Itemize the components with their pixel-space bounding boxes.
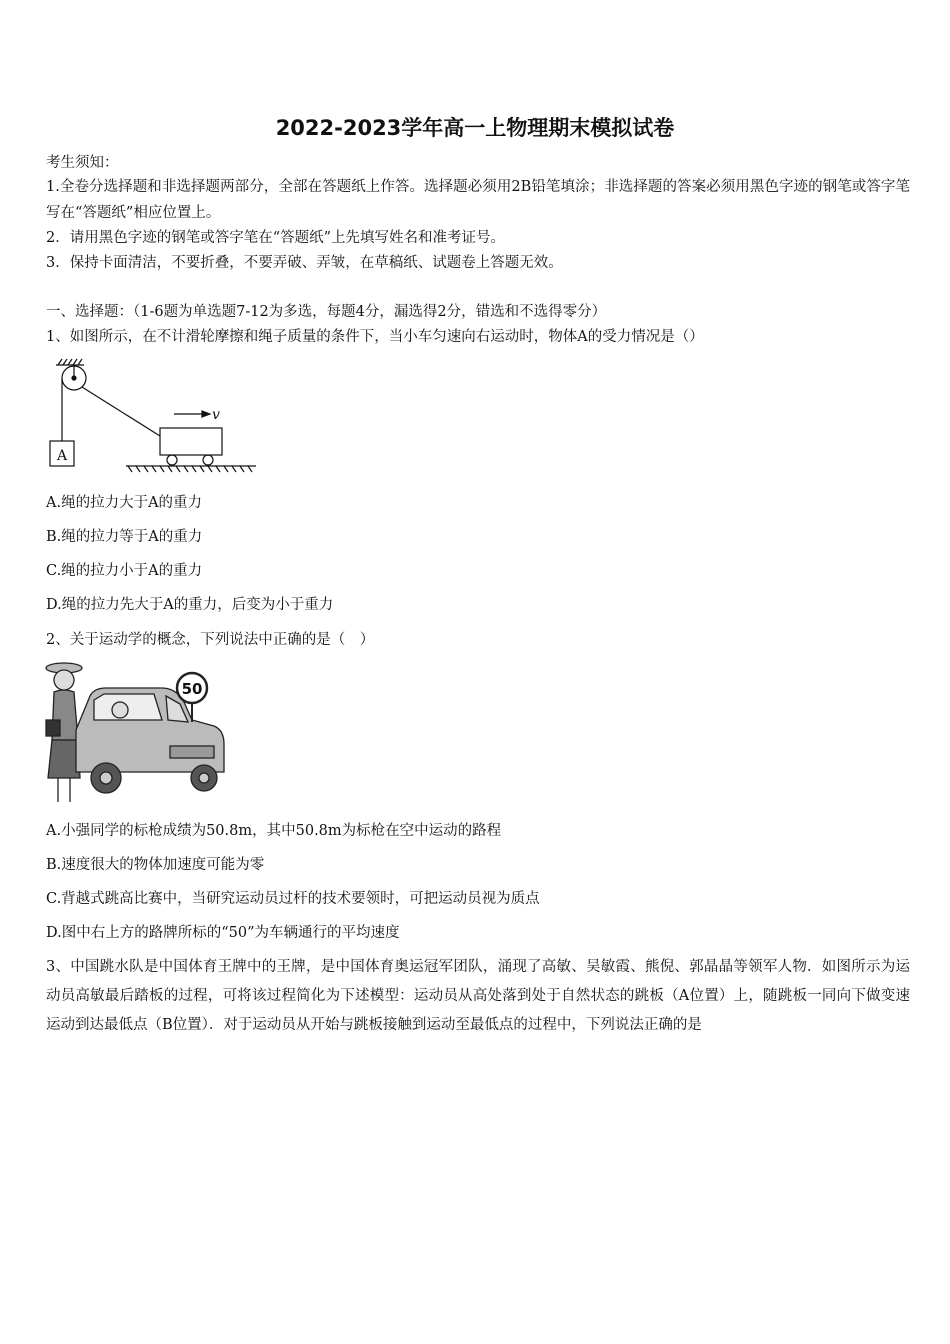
car [76,688,224,793]
section-heading: 一、选择题：（1-6题为单选题7-12为多选，每题4分，漏选得2分，错选和不选得零分） [46,304,607,320]
rope-slanted [82,387,160,436]
q1-option-a: A.绳的拉力大于A的重力 [46,495,203,511]
q1-pulley-cart-figure [44,358,260,476]
block-a-label: A [56,448,68,464]
q2-option-c: C.背越式跳高比赛中，当研究运动员过杆的技术要领时，可把运动员视为质点 [46,891,540,907]
speed-sign-text: 50 [181,680,203,698]
notice-heading: 考生须知： [46,155,119,171]
q2-car-sign-figure [42,660,228,810]
velocity-label: v [212,407,220,423]
q1-option-b: B.绳的拉力等于A的重力 [46,529,203,545]
ground-hatch [128,466,252,472]
q2-option-d: D.图中右上方的路牌所标的“50”为车辆通行的平均速度 [46,925,400,941]
q3-stem: 3、中国跳水队是中国体育王牌中的王牌，是中国体育奥运冠军团队，涌现了高敏、吴敏霞、熊倪、郭晶晶等领军人物．如图所示为运动员高敏最后踏板的过程，可将该过程简化为下述模型：运动员从高处落到处于自然状态的跳板（A位置）上，随跳板一同向下做变速运动到达最低点（B位置）．对于运动员从开始与跳板接触到运动至最低点的过程中，下列说法正确的是 [46,959,910,1033]
ceiling-hatch [58,359,82,365]
cart-wheel-left [167,455,177,465]
cart-wheel-right [203,455,213,465]
pulley-axle [72,376,76,380]
notice-item-1: 1.全卷分选择题和非选择题两部分，全部在答题纸上作答。选择题必须用2B铅笔填涂；非选择题的答案必须用黑色字迹的钢笔或答字笔写在“答题纸”相应位置上。 [46,179,910,221]
q1-option-c: C.绳的拉力小于A的重力 [46,563,203,579]
velocity-arrowhead [202,411,210,417]
q2-stem: 2、关于运动学的概念，下列说法中正确的是（ ） [46,632,375,648]
notice-item-2: 2．请用黑色字迹的钢笔或答字笔在“答题纸”上先填写姓名和准考证号。 [46,230,506,246]
q2-option-a: A.小强同学的标枪成绩为50.8m，其中50.8m为标枪在空中运动的路程 [46,823,502,839]
q1-option-d: D.绳的拉力先大于A的重力，后变为小于重力 [46,597,334,613]
cart-body [160,428,222,455]
page-title: 2022-2023学年高一上物理期末模拟试卷 [275,116,675,140]
notice-item-3: 3．保持卡面清洁，不要折叠，不要弄破、弄皱，在草稿纸、试题卷上答题无效。 [46,255,563,271]
q2-option-b: B.速度很大的物体加速度可能为零 [46,857,265,873]
q1-stem: 1、如图所示，在不计滑轮摩擦和绳子质量的条件下，当小车匀速向右运动时，物体A的受力情况是（） [46,329,704,345]
